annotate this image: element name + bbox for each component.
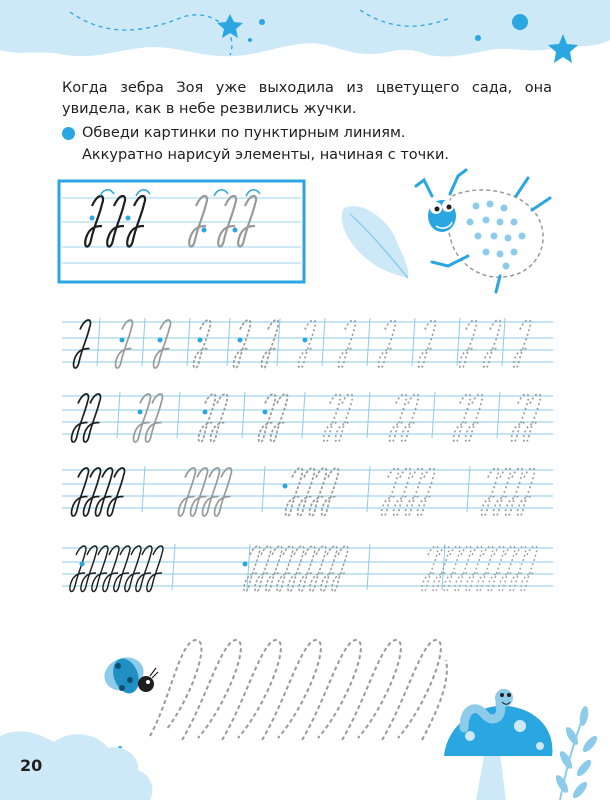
story-paragraph: Когда зебра Зоя уже выходила из цветущего сада, она увидела, как в небе резвились жучки.: [62, 80, 552, 117]
instruction-start-dot: Аккуратно нарисуй элементы, начиная с точки.: [82, 147, 450, 163]
row-chain-elements: [70, 546, 537, 592]
ladybug-icon: [100, 652, 158, 697]
instruction-trace: [62, 123, 552, 144]
oak-leaf-icon: [342, 206, 409, 278]
blue-bullet-icon: [62, 127, 75, 140]
task-text: [62, 78, 552, 166]
page-number: 20: [20, 756, 43, 775]
row-double-elements: [72, 394, 541, 442]
start-dots: [80, 338, 308, 567]
sample-letter-box: [59, 181, 304, 282]
row-dividers: [97, 318, 505, 590]
big-loop-trace: [150, 640, 447, 740]
row-quad-elements: [72, 468, 535, 516]
fern-icon: [554, 705, 600, 800]
practice-lines: [62, 322, 553, 586]
instruction-trace-text: Обведи картинки по пунктирным линиям.: [82, 125, 406, 141]
beetle-icon: [416, 170, 550, 292]
